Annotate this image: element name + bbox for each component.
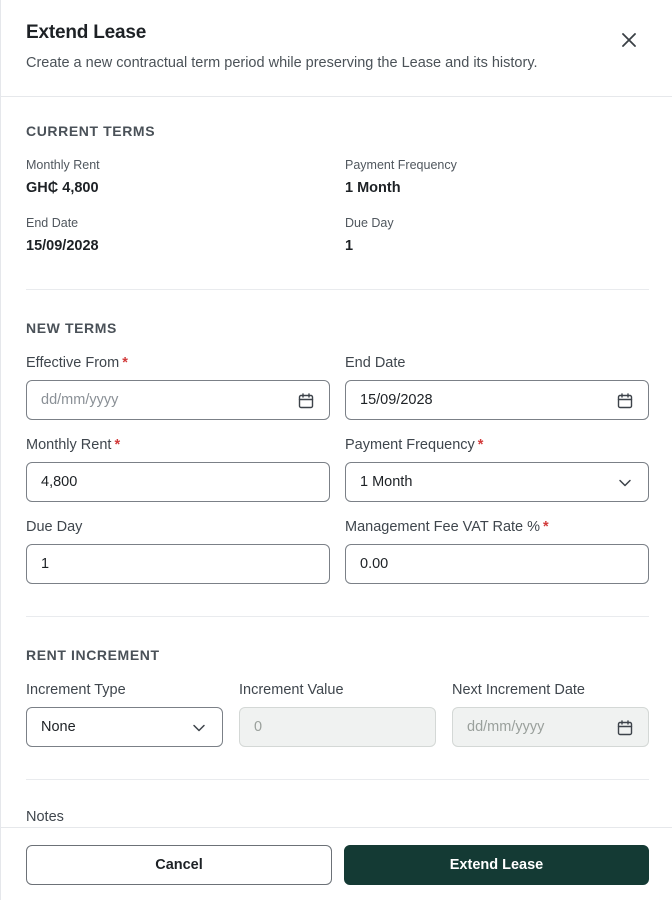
section-divider: [26, 289, 649, 290]
payment-frequency-value: 1 Month: [360, 474, 413, 490]
current-due-day-value: 1: [345, 238, 354, 254]
vat-rate-value: 0.00: [360, 556, 389, 572]
calendar-icon[interactable]: [616, 392, 634, 410]
required-marker: *: [477, 437, 484, 453]
dialog-header: [1, 0, 672, 97]
dialog-subtitle: Create a new contractual term period while preserving the Lease and its history.: [26, 55, 538, 71]
due-day-input[interactable]: [26, 544, 330, 584]
effective-from-input[interactable]: [26, 380, 330, 420]
rent-increment-heading: RENT INCREMENT: [26, 647, 160, 663]
due-day-value: 1: [41, 556, 50, 572]
vat-rate-input[interactable]: [345, 544, 649, 584]
section-divider: [26, 779, 649, 780]
required-marker: *: [122, 355, 128, 371]
increment-type-value: None: [41, 719, 76, 735]
extend-lease-button[interactable]: Extend Lease: [344, 845, 649, 885]
current-monthly-rent-label: Monthly Rent: [26, 158, 100, 172]
required-marker: *: [543, 519, 549, 535]
chevron-down-icon: [616, 474, 634, 492]
increment-value-label: Increment Value: [239, 682, 344, 698]
chevron-down-icon: [190, 719, 208, 737]
current-monthly-rent-value: GH₵ 4,800: [26, 180, 99, 196]
payment-frequency-select[interactable]: [345, 462, 649, 502]
next-increment-date-label: Next Increment Date: [452, 682, 585, 698]
calendar-icon[interactable]: [616, 719, 634, 737]
vat-rate-label: [345, 519, 549, 535]
notes-label: Notes: [26, 809, 64, 825]
next-increment-date-input[interactable]: [452, 707, 649, 747]
increment-type-label: Increment Type: [26, 682, 126, 698]
calendar-icon[interactable]: [297, 392, 315, 410]
required-marker: *: [114, 437, 121, 453]
increment-value-placeholder: 0: [254, 719, 263, 735]
next-increment-date-placeholder: dd/mm/yyyy: [467, 719, 545, 735]
monthly-rent-label: [26, 437, 120, 453]
end-date-input[interactable]: [345, 380, 649, 420]
payment-frequency-label: [345, 437, 483, 453]
increment-value-input[interactable]: [239, 707, 436, 747]
current-terms-heading: CURRENT TERMS: [26, 123, 156, 139]
current-due-day-label: Due Day: [345, 216, 394, 230]
section-divider: [26, 616, 649, 617]
cancel-button[interactable]: Cancel: [26, 845, 332, 885]
current-end-date-label: End Date: [26, 216, 79, 230]
new-end-date-label: End Date: [345, 355, 406, 371]
close-button[interactable]: [617, 28, 641, 52]
monthly-rent-label-text: Monthly Rent: [26, 437, 112, 453]
vat-rate-label-text: Management Fee VAT Rate %: [345, 519, 541, 535]
increment-type-select[interactable]: [26, 707, 223, 747]
dialog-footer: [1, 827, 672, 900]
effective-from-label: [26, 355, 128, 371]
current-end-date-value: 15/09/2028: [26, 238, 99, 254]
dialog-title: Extend Lease: [26, 22, 147, 43]
payment-frequency-label-text: Payment Frequency: [345, 437, 475, 453]
end-date-value: 15/09/2028: [360, 392, 433, 408]
current-payment-frequency-value: 1 Month: [345, 180, 401, 196]
monthly-rent-input[interactable]: [26, 462, 330, 502]
monthly-rent-value: 4,800: [41, 474, 78, 490]
current-payment-frequency-label: Payment Frequency: [345, 158, 457, 172]
effective-from-placeholder: dd/mm/yyyy: [41, 392, 119, 408]
new-terms-heading: NEW TERMS: [26, 320, 117, 336]
close-icon: [621, 32, 637, 48]
effective-from-label-text: Effective From: [26, 355, 120, 371]
due-day-label: Due Day: [26, 519, 83, 535]
